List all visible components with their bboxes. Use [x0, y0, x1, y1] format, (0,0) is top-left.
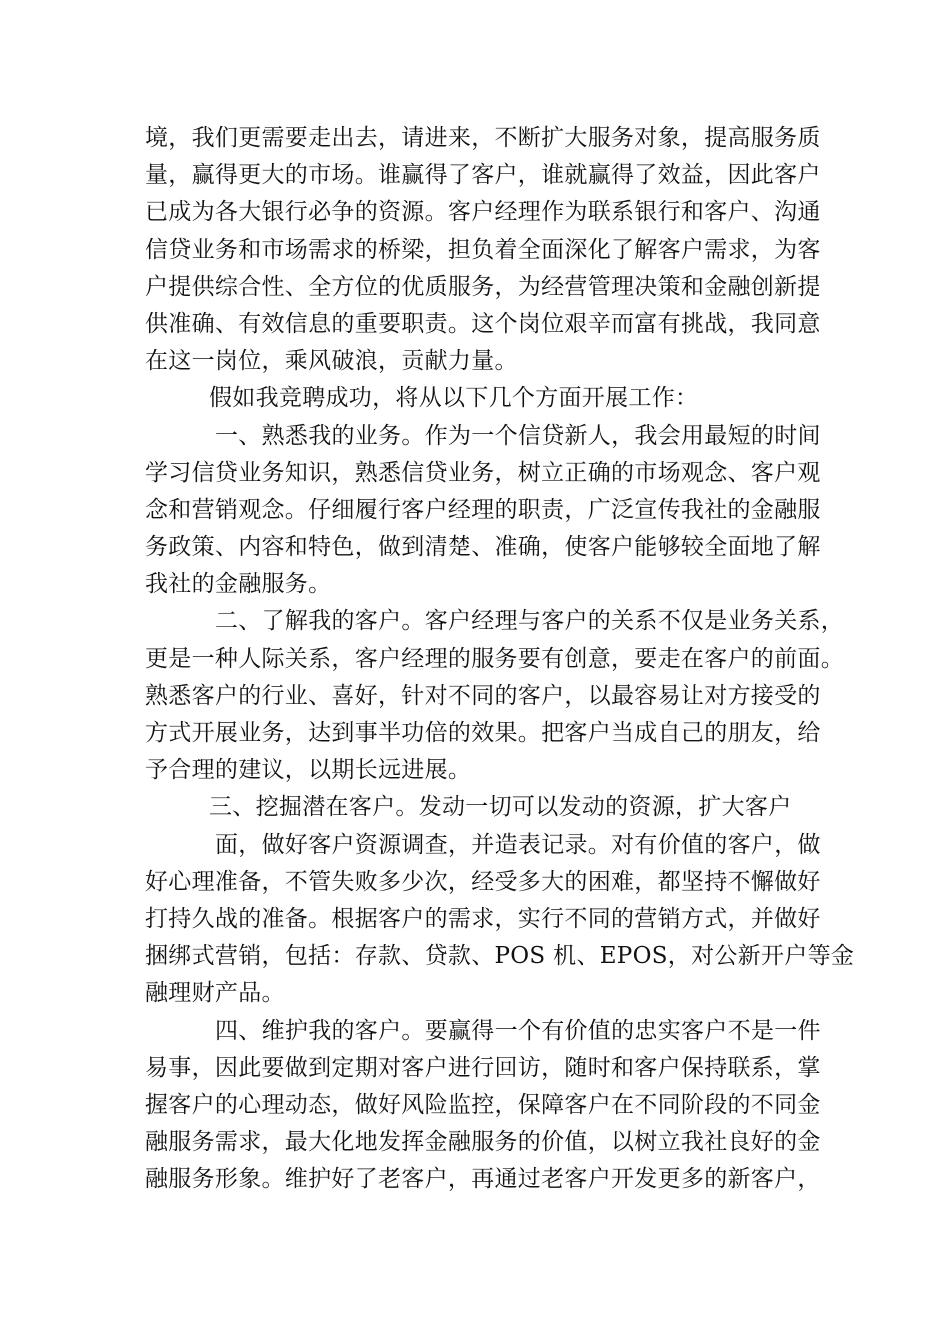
text-line: 更是一种人际关系，客户经理的服务要有创意，要走在客户的前面。 — [145, 645, 844, 672]
text-line: 在这一岗位，乘风破浪，贡献力量。 — [145, 348, 518, 375]
text-line: 予合理的建议，以期长远进展。 — [145, 757, 472, 784]
text-line: 学习信贷业务知识，熟悉信贷业务，树立正确的市场观念、客户观 — [145, 459, 821, 486]
text-line: 户提供综合性、全方位的优质服务，为经营管理决策和金融创新提 — [145, 273, 821, 300]
text-line: 易事，因此要做到定期对客户进行回访，随时和客户保持联系，掌 — [145, 1054, 821, 1081]
text-line: 融服务需求，最大化地发挥金融服务的价值，以树立我社良好的金 — [145, 1129, 821, 1156]
text-line: 方式开展业务，达到事半功倍的效果。把客户当成自己的朋友，给 — [145, 720, 821, 746]
text-line: 融服务形象。维护好了老客户，再通过老客户开发更多的新客户， — [145, 1166, 821, 1193]
body-text — [145, 120, 855, 1198]
text-line: 我社的金融服务。 — [145, 571, 332, 598]
text-line: 打持久战的准备。根据客户的需求，实行不同的营销方式，并做好 — [145, 905, 821, 932]
text-line: 供准确、有效信息的重要职责。这个岗位艰辛而富有挑战，我同意 — [145, 310, 821, 337]
text-line: 握客户的心理动态，做好风险监控，保障客户在不同阶段的不同金 — [145, 1091, 821, 1118]
paragraph-intro: 假如我竞聘成功，将从以下几个方面开展工作： — [209, 385, 699, 412]
paragraph-heading-4: 四、维护我的客户。要赢得一个有价值的忠实客户不是一件 — [215, 1017, 821, 1044]
paragraph-heading-1: 一、熟悉我的业务。作为一个信贷新人，我会用最短的时间 — [215, 422, 821, 449]
paragraph-heading-2: 二、了解我的客户。客户经理与客户的关系不仅是业务关系， — [215, 608, 845, 635]
text-line: 熟悉客户的行业、喜好，针对不同的客户，以最容易让对方接受的 — [145, 682, 821, 709]
text-line: 捆绑式营销，包括：存款、贷款、POS 机、EPOS，对公新开户等金 — [145, 943, 855, 970]
text-line: 量，赢得更大的市场。谁赢得了客户，谁就赢得了效益，因此客户 — [145, 162, 821, 189]
text-line: 信贷业务和市场需求的桥梁，担负着全面深化了解客户需求，为客 — [145, 236, 821, 263]
text-line: 已成为各大银行必争的资源。客户经理作为联系银行和客户、沟通 — [145, 199, 821, 226]
text-line: 好心理准备，不管失败多少次，经受多大的困难，都坚持不懈做好 — [145, 868, 821, 895]
text-line: 面，做好客户资源调查，并造表记录。对有价值的客户，做 — [215, 831, 821, 858]
text-line: 境，我们更需要走出去，请进来，不断扩大服务对象，提高服务质 — [145, 125, 821, 151]
text-line: 务政策、内容和特色，做到清楚、准确，使客户能够较全面地了解 — [145, 534, 821, 561]
text-line: 念和营销观念。仔细履行客户经理的职责，广泛宣传我社的金融服 — [145, 496, 821, 523]
text-line: 融理财产品。 — [145, 980, 285, 1007]
paragraph-heading-3: 三、挖掘潜在客户。发动一切可以发动的资源，扩大客户 — [209, 794, 792, 821]
